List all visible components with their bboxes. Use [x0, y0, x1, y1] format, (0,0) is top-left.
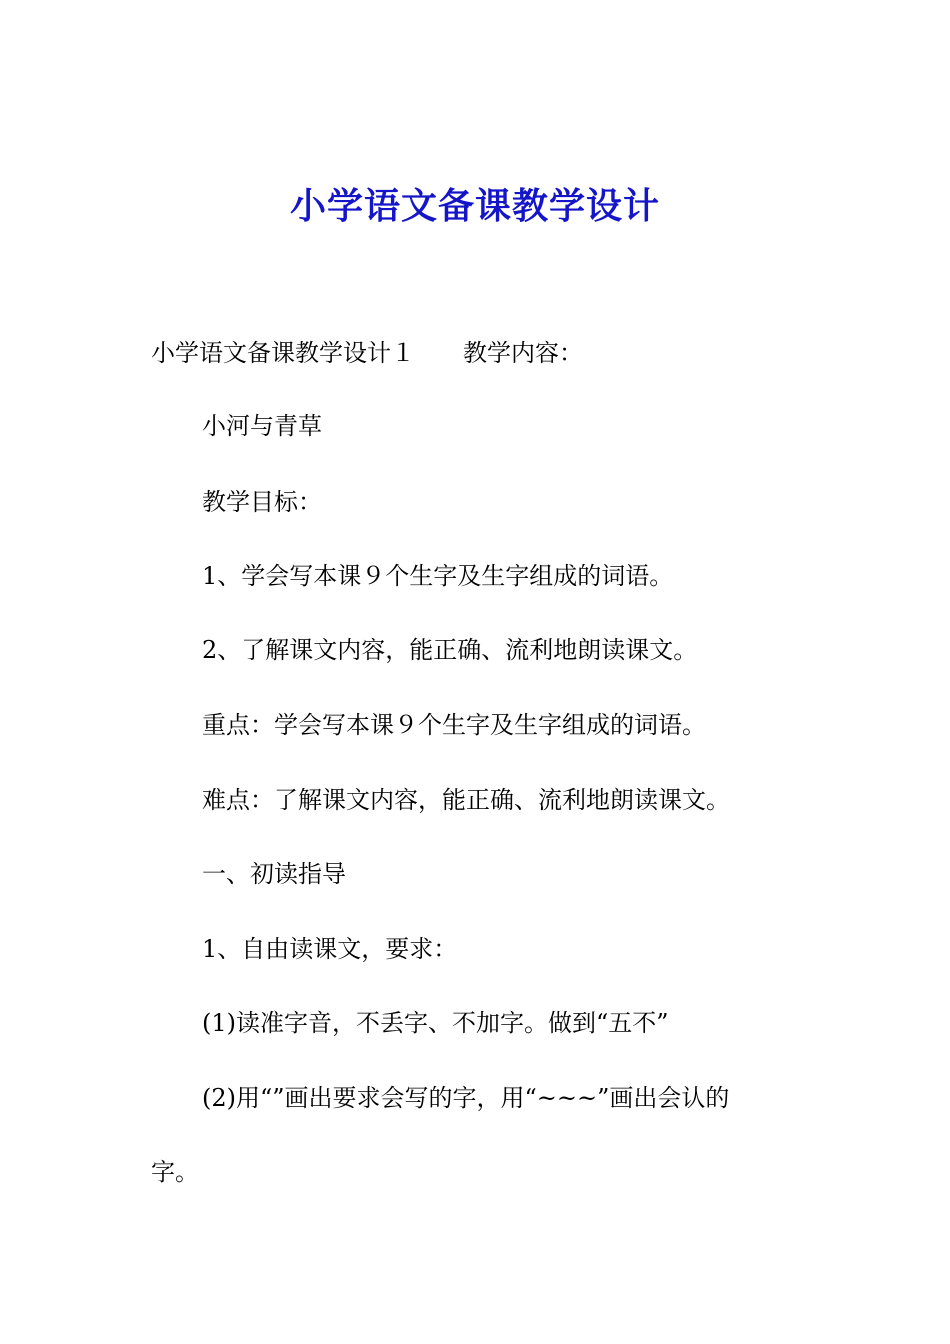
paragraph: 一、初读指导 [202, 860, 346, 888]
document-title: 小学语文备课教学设计 [289, 185, 660, 227]
paragraph-continuation: 字。 [151, 1158, 199, 1186]
paragraph: 1、学会写本课９个生字及生字组成的词语。 [202, 562, 674, 590]
section-heading: 小学语文备课教学设计１ [151, 339, 415, 367]
paragraph: 2、了解课文内容，能正确、流利地朗读课文。 [202, 636, 698, 664]
paragraph: 难点：了解课文内容，能正确、流利地朗读课文。 [202, 786, 730, 814]
paragraph: (2)用“”画出要求会写的字，用“~~~”画出会认的 [202, 1084, 730, 1112]
teaching-content-label: 教学内容： [463, 339, 583, 367]
paragraph: 1、自由读课文，要求： [202, 935, 458, 963]
paragraph: 小河与青草 [202, 412, 322, 440]
paragraph: 教学目标： [202, 488, 322, 516]
heading-line [151, 336, 583, 370]
paragraph: (1)读准字音，不丢字、不加字。做到“五不” [202, 1009, 669, 1037]
paragraph: 重点：学会写本课９个生字及生字组成的词语。 [202, 711, 706, 739]
